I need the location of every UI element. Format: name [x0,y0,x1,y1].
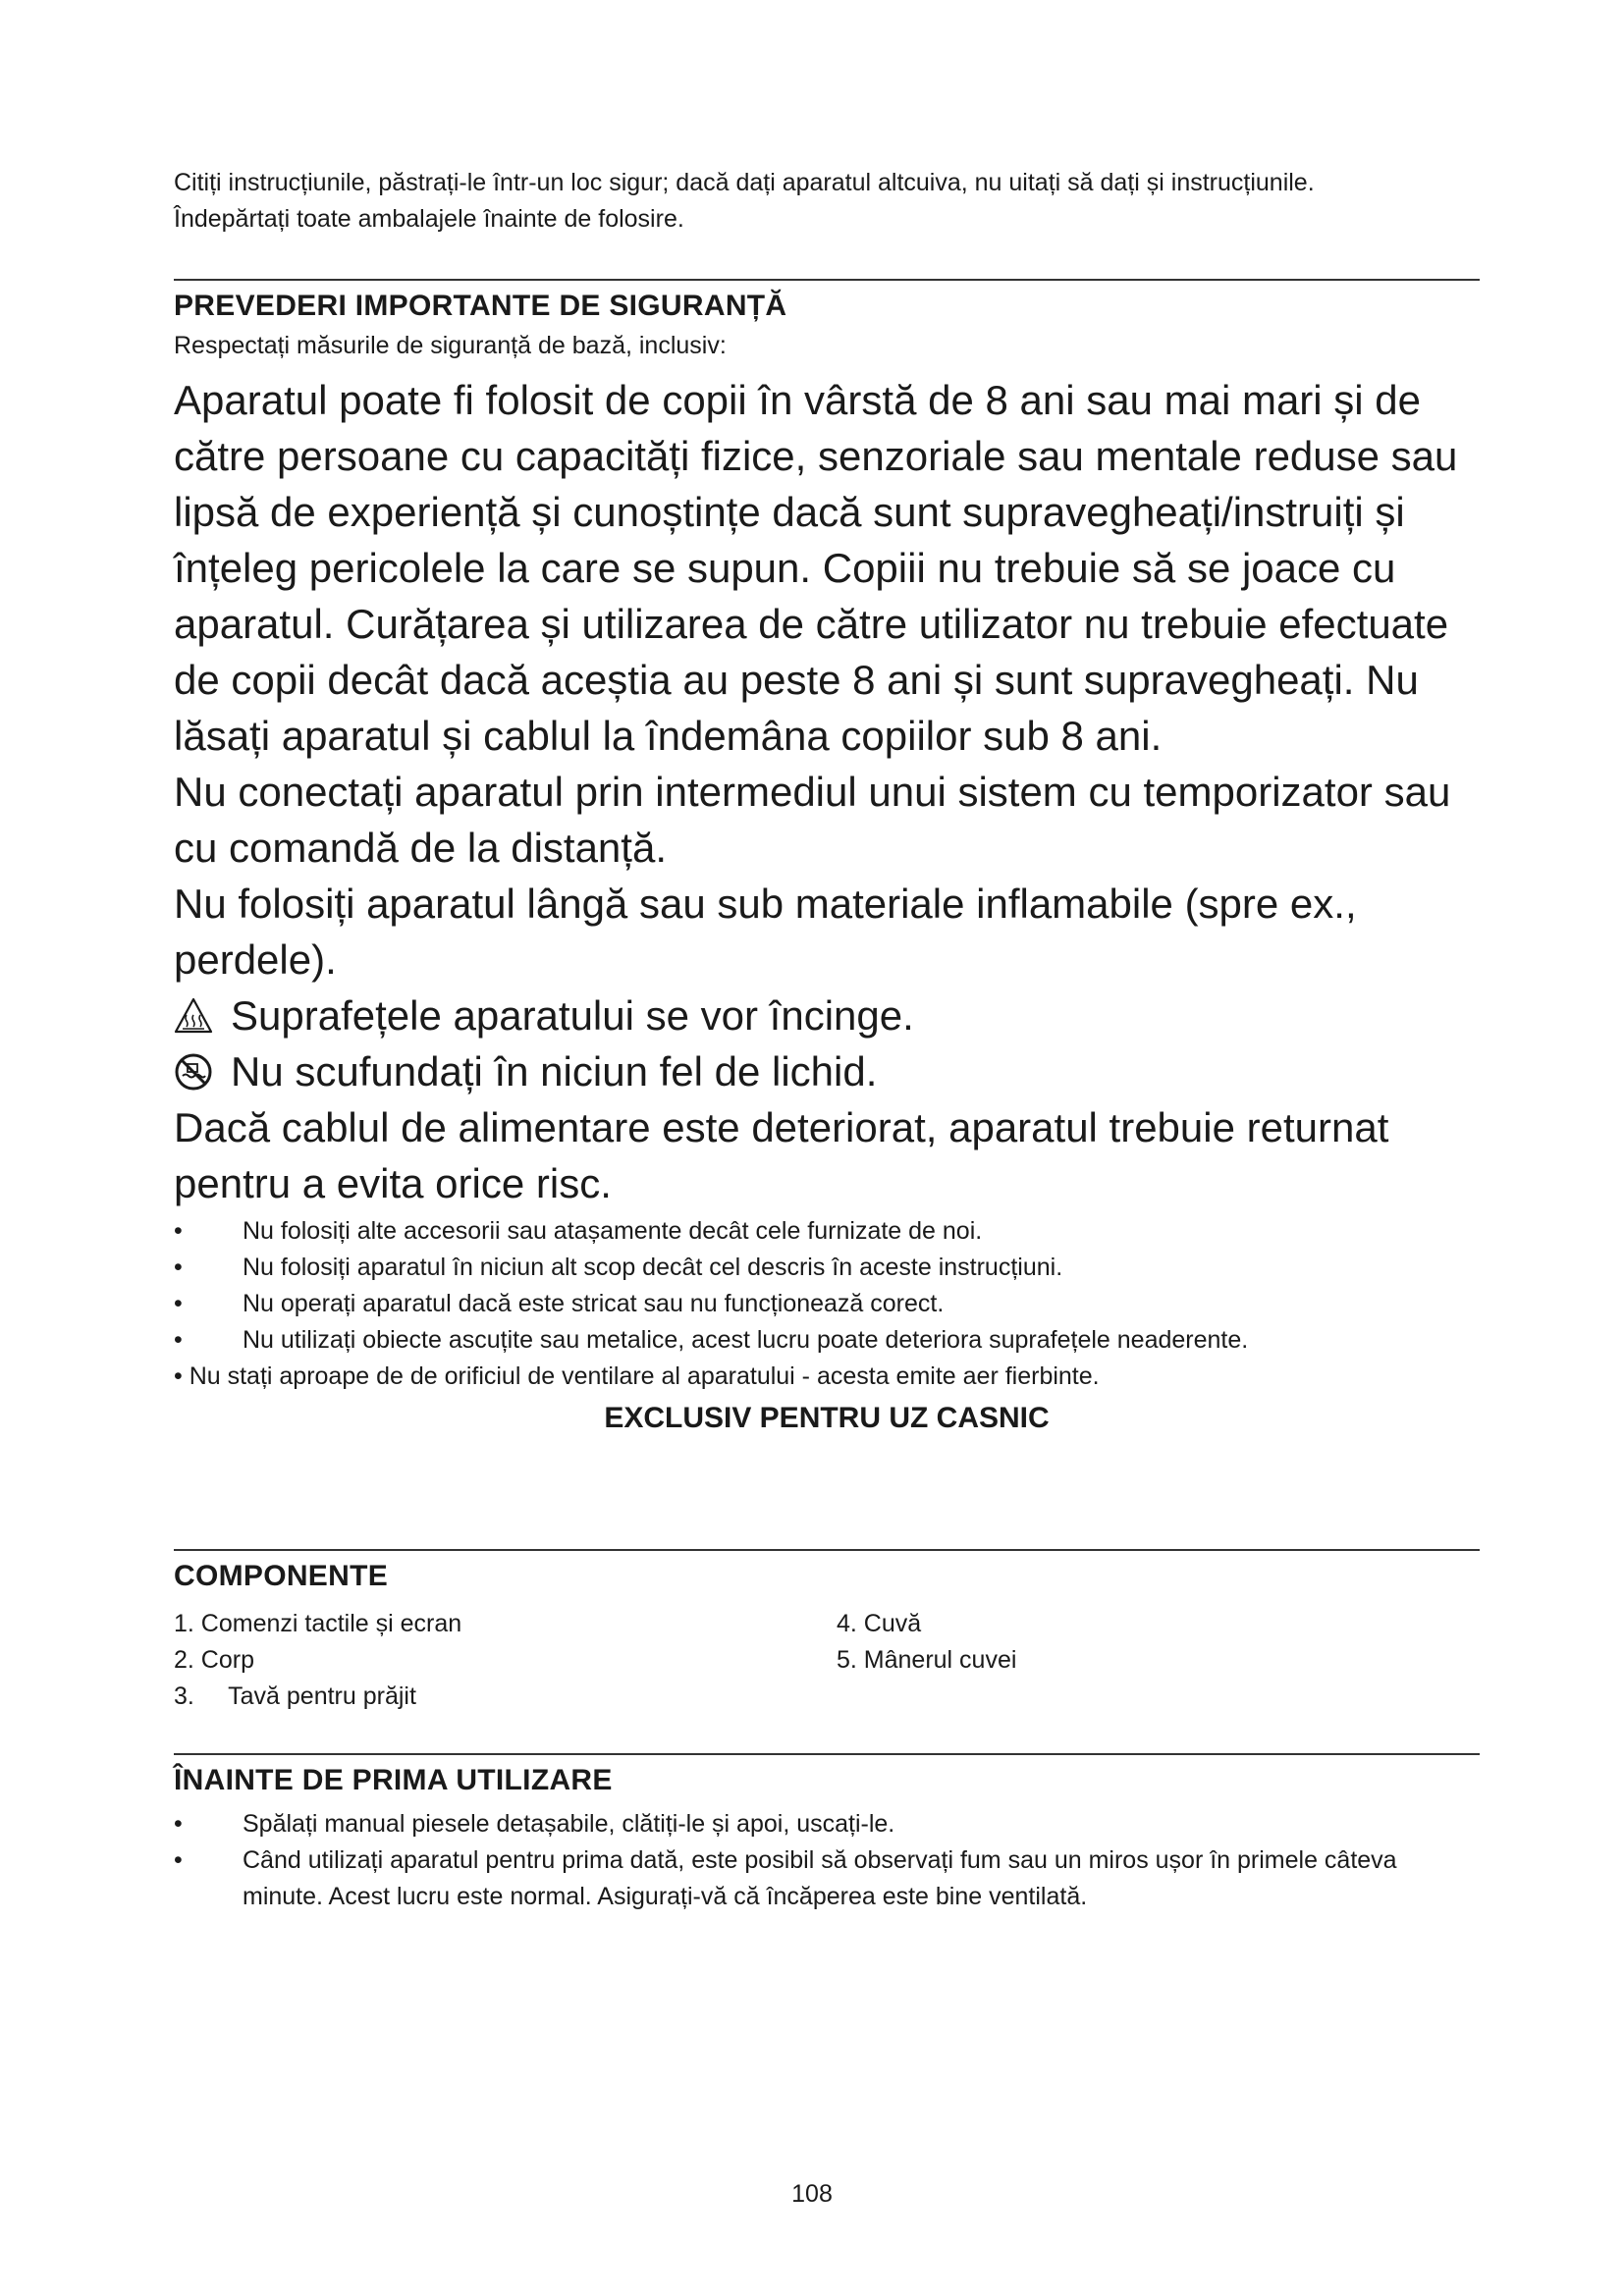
intro-section [174,165,1480,238]
safety-warnings [174,372,1480,1211]
list-item: • Nu utilizați obiecte ascuțite sau metalice, acest lucru poate deteriora suprafețele neaderente. [174,1322,1480,1359]
intro-line-1: Citiți instrucțiunile, păstrați-le într-un loc sigur; dacă dați aparatul altcuiva, nu uitați să dați și instrucțiunile. [174,169,1315,196]
intro-line-2: Îndepărtați toate ambalajele înainte de folosire. [174,205,684,233]
safety-title: PREVEDERI IMPORTANTE DE SIGURANȚĂ [174,290,787,322]
list-item: • Nu stați aproape de de orificiul de ventilare al aparatului - acesta emite aer fierbinte. [174,1362,1100,1390]
divider [174,279,1480,281]
list-item: 1. Comenzi tactile și ecran [174,1610,462,1637]
safety-paragraph-flammable: Nu folosiți aparatul lângă sau sub materiale inflamabile (spre ex., perdele). [174,881,1357,983]
components-section [174,1557,1480,1715]
hot-surface-icon [174,996,213,1036]
no-immerse-warning [174,1043,1480,1099]
list-item: 3. Tavă pentru prăjit [174,1682,416,1710]
no-immerse-text: Nu scufundați în niciun fel de lichid. [231,1048,878,1095]
divider [174,1753,1480,1755]
household-only-heading: EXCLUSIV PENTRU UZ CASNIC [604,1402,1050,1434]
first-use-title: ÎNAINTE DE PRIMA UTILIZARE [174,1764,613,1796]
list-item: • Nu operați aparatul dacă este stricat sau nu funcționează corect. [174,1286,1480,1322]
list-item: 2. Corp [174,1646,254,1674]
components-list [174,1606,1480,1715]
divider [174,1549,1480,1551]
first-use-section [174,1761,1480,1915]
hot-surface-warning [174,988,1480,1043]
hot-surface-text: Suprafețele aparatului se vor încinge. [231,992,914,1039]
page-number: 108 [791,2180,833,2208]
list-item: • Spălați manual piesele detașabile, clătiți-le și apoi, uscați-le. [174,1806,1480,1842]
list-item: 4. Cuvă [837,1610,922,1637]
components-title: COMPONENTE [174,1560,389,1592]
list-item: • Când utilizați aparatul pentru prima dată, este posibil să observați fum sau un miros ușor în primele câteva minute. Acest lucru este normal. Asigurați-vă că încăperea este bine ventilată. [174,1842,1480,1915]
list-item: 5. Mânerul cuvei [837,1646,1017,1674]
list-item: • Nu folosiți aparatul în niciun alt scop decât cel descris în aceste instrucțiuni. [174,1250,1480,1286]
safety-section [174,287,1480,1438]
safety-bullet-list [174,1213,1480,1395]
safety-subtitle: Respectați măsurile de siguranță de bază, inclusiv: [174,332,727,359]
safety-paragraph-cable: Dacă cablul de alimentare este deteriorat, aparatul trebuie returnat pentru a evita orice risc. [174,1104,1389,1206]
no-immerse-icon [174,1052,213,1092]
first-use-bullet-list [174,1806,1480,1915]
safety-paragraph-children: Aparatul poate fi folosit de copii în vârstă de 8 ani sau mai mari și de către persoane cu capacități fizice, senzoriale sau mentale reduse sau lipsă de experiență și cunoștințe dacă sunt supravegheați/instruiți și înțeleg pericolele la care se supun. Copiii nu trebuie să se joace cu aparatul. Curățarea și utilizarea de către utilizator nu trebuie efectuate de copii decât dacă aceștia au peste 8 ani și sunt supravegheați. Nu lăsați aparatul și cablul la îndemâna copiilor sub 8 ani. [174,377,1458,759]
list-item: • Nu folosiți alte accesorii sau atașamente decât cele furnizate de noi. [174,1213,1480,1250]
safety-paragraph-timer: Nu conectați aparatul prin intermediul unui sistem cu temporizator sau cu comandă de la distanță. [174,769,1451,871]
